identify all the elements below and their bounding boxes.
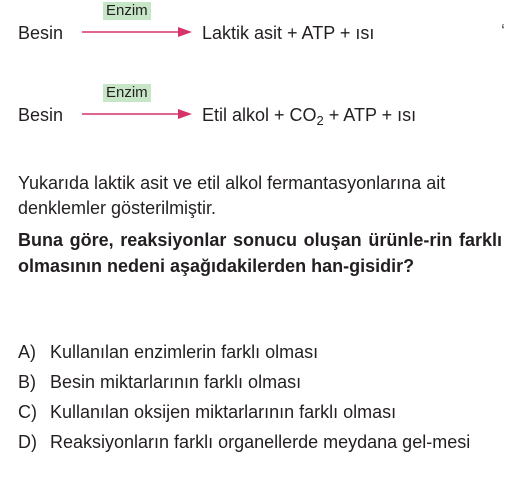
option-text: Reaksiyonların farklı organellerde meydana gel-mesi (50, 432, 471, 452)
option-c[interactable] (18, 400, 502, 424)
question-text: Buna göre, reaksiyonlar sonucu oluşan ürünle-rin farklı olmasının nedeni aşağıdakilerden han-gisidir? (18, 230, 502, 276)
reaction-arrow-icon (82, 106, 192, 122)
reaction-arrow-icon (82, 24, 192, 40)
answer-options (18, 340, 502, 460)
products-part-2: + ATP + ısı (323, 105, 417, 125)
option-text: Kullanılan enzimlerin farklı olması (50, 342, 319, 362)
option-d[interactable] (18, 430, 502, 454)
option-a[interactable] (18, 340, 502, 364)
equation-lactic (18, 2, 498, 42)
option-text: Besin miktarlarının farklı olması (50, 372, 302, 392)
question-stem: Yukarıda laktik asit ve etil alkol fermantasyonlarına ait denklemler gösterilmiştir. (18, 173, 446, 218)
products-text: Laktik asit + ATP + ısı (202, 23, 375, 43)
option-text: Kullanılan oksijen miktarlarının farklı olması (50, 402, 397, 422)
equation-ethanol (18, 84, 498, 128)
option-b[interactable] (18, 370, 502, 394)
reactant-label: Besin (18, 23, 64, 43)
option-letter: A) (18, 342, 36, 362)
option-letter: D) (18, 432, 37, 452)
option-letter: C) (18, 402, 37, 422)
option-letter: B) (18, 372, 36, 392)
enzyme-label: Enzim (103, 2, 151, 20)
reactant-label: Besin (18, 105, 64, 125)
co2-subscript: 2 (316, 113, 324, 128)
products-text (202, 104, 416, 126)
enzyme-label: Enzim (103, 84, 151, 102)
edge-mark: ‘ (501, 21, 505, 41)
products-part-1: Etil alkol + CO (202, 105, 317, 125)
